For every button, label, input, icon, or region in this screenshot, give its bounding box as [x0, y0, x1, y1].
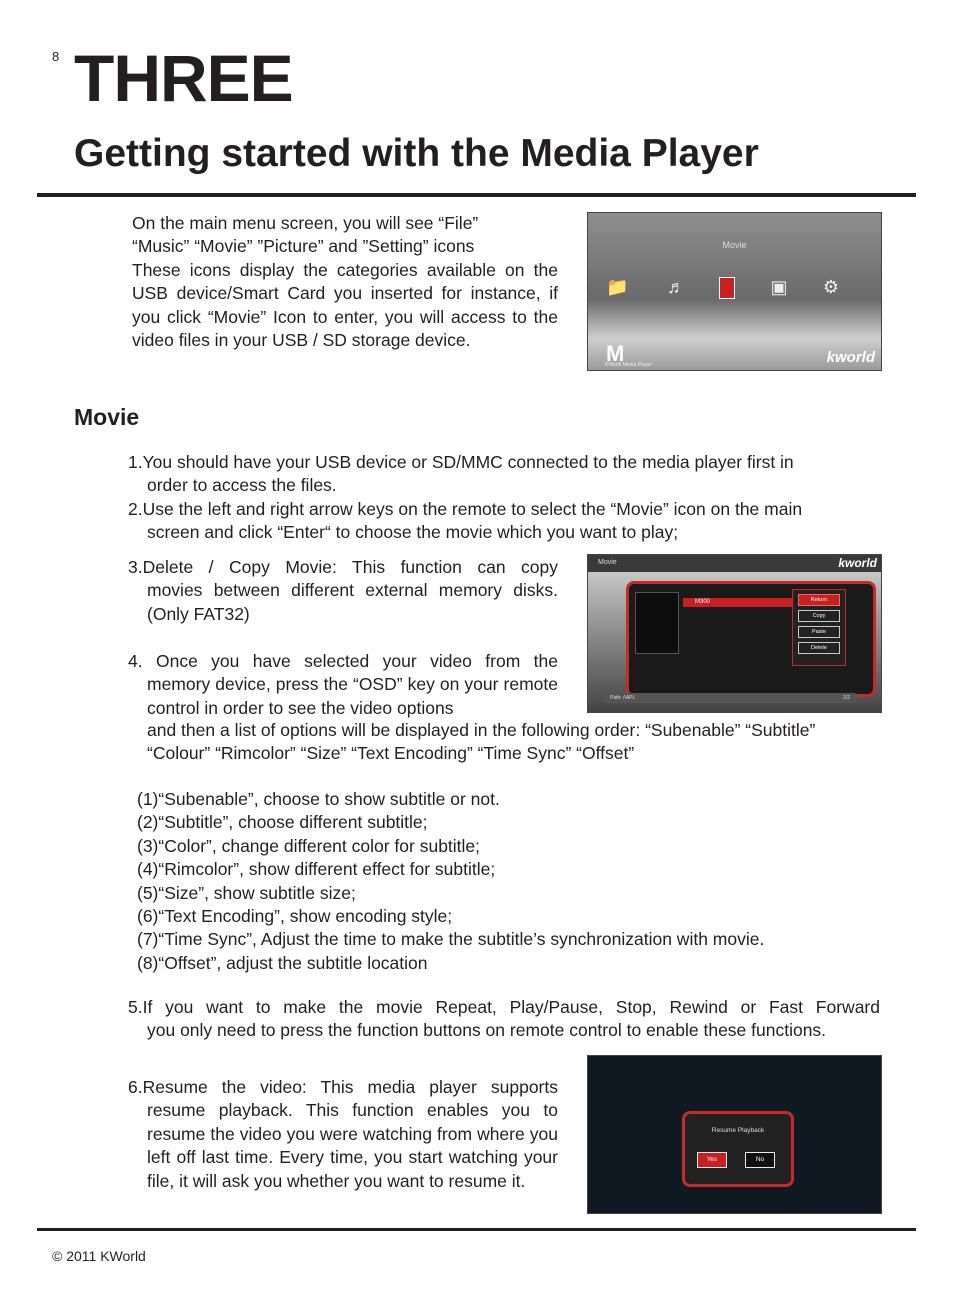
movie-section-heading: Movie	[74, 404, 140, 430]
intro-line-3: These icons display the categories available on the USB device/Smart Card you inserted for instance, if you click “Movie” Icon to enter, you will access to the video files in your USB / SD storage device.	[132, 259, 558, 351]
intro-line-2: “Music” “Movie” ”Picture” and ”Setting” icons	[132, 236, 475, 257]
browser-panel	[626, 581, 876, 697]
kworld-logo: kworld	[826, 349, 875, 366]
path-text: Path: /\APL	[610, 695, 636, 701]
step-6-line: 6.Resume the video: This media player supports	[128, 1077, 558, 1097]
yes-button: Yes	[697, 1152, 727, 1168]
option-subenable: (1)“Subenable”, choose to show subtitle or not.	[137, 789, 500, 809]
option-size: (5)“Size”, show subtitle size;	[137, 882, 356, 903]
step-5	[128, 996, 880, 1043]
page-title: Getting started with the Media Player	[74, 132, 759, 175]
step-3-line: 3.Delete / Copy Movie: This function can copy	[128, 557, 558, 577]
preview-thumbnail	[635, 592, 679, 654]
no-button: No	[745, 1152, 775, 1168]
picture-icon: ▣	[770, 277, 788, 297]
menu-return: Return	[798, 594, 840, 606]
step-6	[128, 1076, 558, 1193]
page-number: 8	[52, 49, 60, 64]
resume-playback-screenshot	[587, 1055, 882, 1214]
path-bar	[604, 693, 858, 703]
screenshot-header-title: Movie	[598, 559, 617, 566]
menu-paste: Paste	[798, 626, 840, 638]
step-4-options	[147, 719, 882, 766]
intro-paragraph	[132, 212, 558, 352]
music-icon: ♬	[667, 277, 685, 297]
top-divider	[37, 193, 916, 197]
step-4-line: 4. Once you have selected your video from the	[128, 651, 558, 671]
movie-icon	[719, 277, 735, 299]
selected-file-row: M300	[683, 598, 795, 607]
option-text-encoding: (6)“Text Encoding”, show encoding style;	[137, 906, 453, 927]
bottom-divider	[37, 1228, 916, 1231]
setting-gear-icon: ⚙	[822, 277, 840, 297]
step-5-cont: you only need to press the function buttons on remote control to enable these functions.	[147, 1020, 827, 1041]
step-4	[128, 650, 558, 720]
chapter-heading: THREE	[74, 41, 293, 115]
step-2-cont: screen and click “Enter“ to choose the movie which you want to play;	[147, 522, 679, 543]
option-rimcolor: (4)“Rimcolor”, show different effect for subtitle;	[137, 859, 496, 880]
menu-copy: Copy	[798, 610, 840, 622]
media-player-caption: KWorld Media Player	[605, 362, 652, 368]
step-2-line: 2.Use the left and right arrow keys on the remote to select the “Movie” icon on the main	[128, 499, 803, 519]
option-subtitle: (2)“Subtitle”, choose different subtitle;	[137, 812, 428, 833]
resume-dialog-title: Resume Playback	[711, 1127, 765, 1134]
resume-dialog	[682, 1111, 794, 1187]
step-3-cont: movies between different external memory disks.(Only FAT32)	[147, 580, 558, 624]
step-4-options-text: and then a list of options will be displayed in the following order: “Subenable” “Subtitle” “Colour” “Rimcolor” “Size” “Text Encoding” “Time Sync” “Offset”	[147, 720, 816, 764]
brand-m-logo: M	[606, 341, 625, 366]
option-color: (3)“Color”, change different color for subtitle;	[137, 835, 481, 856]
option-list	[137, 788, 897, 975]
options-menu	[792, 589, 846, 666]
main-menu-screenshot	[587, 212, 882, 371]
step-1	[128, 451, 880, 498]
step-3	[128, 556, 558, 626]
step-2	[128, 498, 880, 545]
folder-icon: 📁	[606, 277, 629, 297]
option-time-sync: (7)“Time Sync”, Adjust the time to make the subtitle’s synchronization with movie.	[137, 929, 765, 950]
step-1-cont: order to access the files.	[147, 475, 337, 496]
intro-line-1: On the main menu screen, you will see “File”	[132, 213, 479, 233]
step-1-line: 1.You should have your USB device or SD/MMC connected to the media player first in	[128, 452, 794, 472]
kworld-logo: kworld	[838, 556, 877, 570]
screenshot-movie-title: Movie	[722, 240, 747, 250]
copyright-footer: © 2011 KWorld	[52, 1248, 146, 1264]
menu-delete: Delete	[798, 642, 840, 654]
option-offset: (8)“Offset”, adjust the subtitle location	[137, 952, 428, 973]
file-browser-screenshot	[587, 554, 882, 713]
step-4-cont: memory device, press the “OSD” key on your remote control in order to see the video options	[147, 674, 558, 718]
page-indicator: 2/2	[843, 695, 850, 701]
step-6-cont: resume playback. This function enables you to resume the video you were watching from where you left off last time. Every time, you start watching your file, it will ask you whether you want to resume it.	[147, 1100, 558, 1191]
screenshot-header	[588, 555, 881, 572]
step-5-line: 5.If you want to make the movie Repeat, Play/Pause, Stop, Rewind or Fast Forward	[128, 997, 880, 1017]
